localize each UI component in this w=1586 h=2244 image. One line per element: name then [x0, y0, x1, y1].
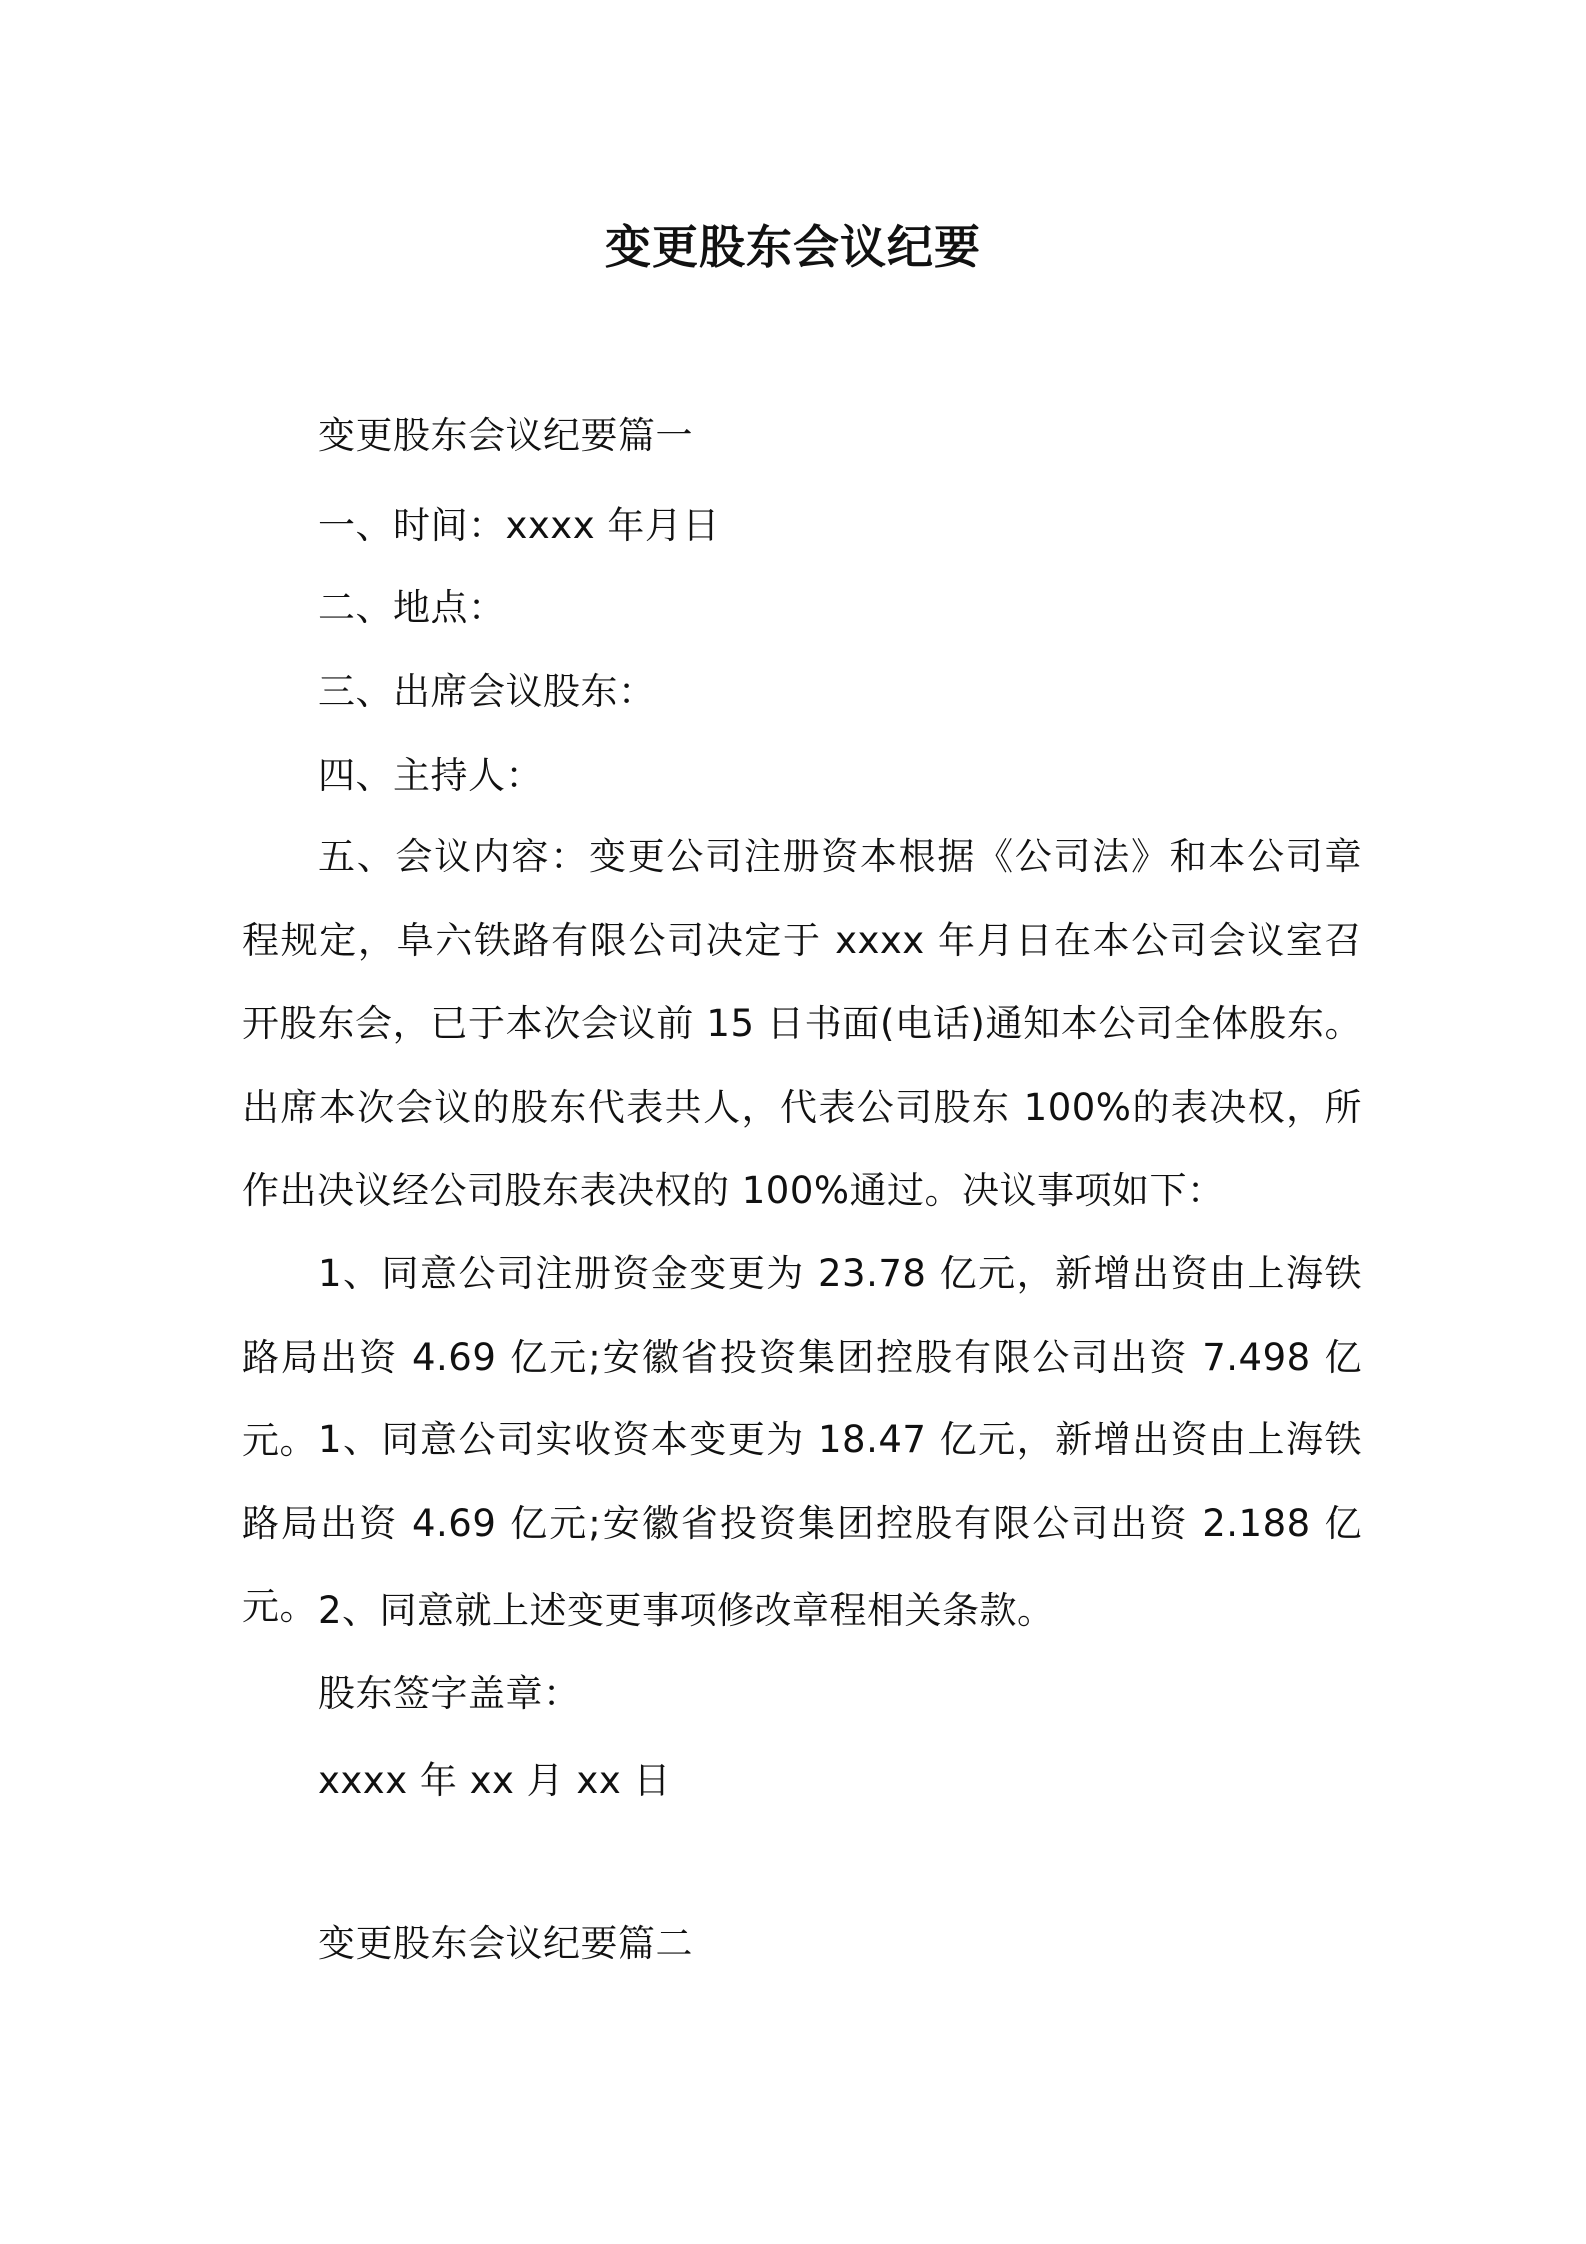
item-meeting-content: 五、会议内容：变更公司注册资本根据《公司法》和本公司章程规定，阜六铁路有限公司决定于 xxxx 年月日在本公司会议室召开股东会，已于本次会议前 15 日书面(电话)通知本公司全体股东。出席本次会议的股东代表共人，代表公司股东 100%的表决权，所作出决议经公司股东表决权的 100%通过。决议事项如下：: [242, 835, 1362, 1212]
signature-line: 股东签字盖章：: [318, 1672, 581, 1715]
resolution-articles: 2、同意就上述变更事项修改章程相关条款。: [318, 1589, 1055, 1632]
item-attendees: 三、出席会议股东：: [318, 670, 656, 713]
date-line: xxxx 年 xx 月 xx 日: [318, 1759, 671, 1802]
resolution-registered-capital: 1、同意公司注册资金变更为 23.78 亿元，新增出资由上海铁路局出资 4.69 亿元;安徽省投资集团控股有限公司出资 7.498 亿元。: [242, 1252, 1362, 1462]
item-time: 一、时间：xxxx 年月日: [318, 504, 720, 547]
section-heading-2: 变更股东会议纪要篇二: [318, 1922, 693, 1965]
section-heading-1: 变更股东会议纪要篇一: [318, 414, 693, 457]
document-title: 变更股东会议纪要: [605, 220, 981, 274]
item-place: 二、地点：: [318, 586, 506, 629]
item-host: 四、主持人：: [318, 754, 543, 797]
resolution-paid-in-capital: 1、同意公司实收资本变更为 18.47 亿元，新增出资由上海铁路局出资 4.69 亿元;安徽省投资集团控股有限公司出资 2.188 亿元。: [242, 1418, 1362, 1628]
